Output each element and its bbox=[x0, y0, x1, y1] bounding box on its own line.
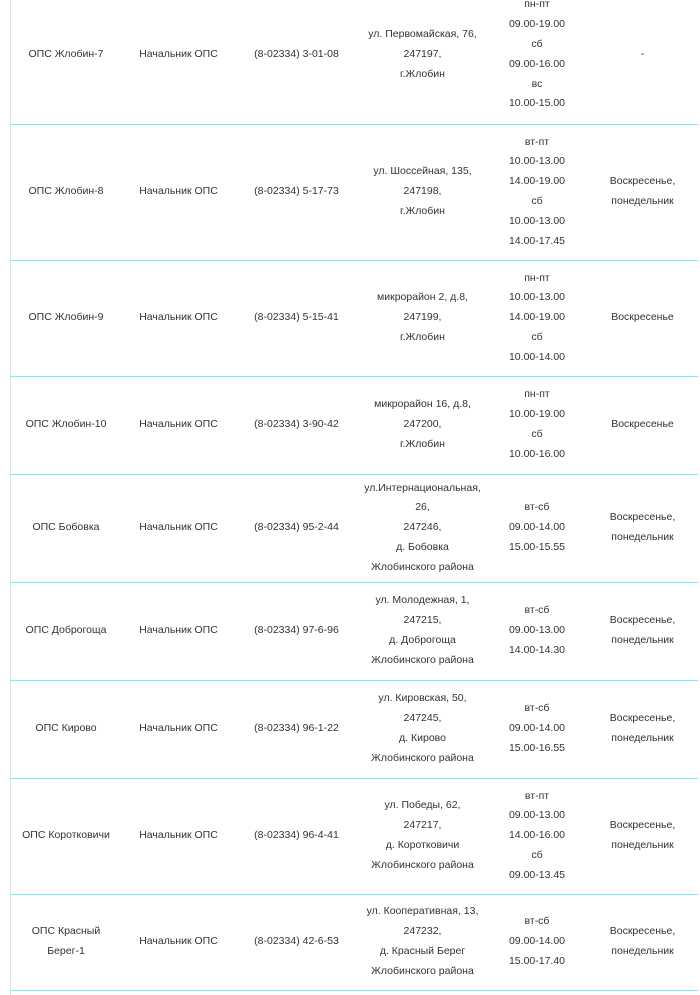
table-row bbox=[10, 474, 698, 582]
office-address-line: ул. Кооперативная, 13, bbox=[366, 905, 479, 918]
office-hours-cell bbox=[487, 474, 587, 582]
office-hours-line: 10.00-13.00 bbox=[508, 291, 566, 304]
office-address-line: 247200, bbox=[403, 418, 442, 431]
office-address-line: Жлобинского района bbox=[371, 964, 474, 977]
office-hours-line: 10.00-15.00 bbox=[508, 97, 566, 110]
office-hours-line: 15.00-17.40 bbox=[508, 954, 566, 967]
office-address-line: г.Жлобин bbox=[400, 204, 445, 217]
office-head: Начальник ОПС bbox=[122, 0, 235, 124]
office-name-cell bbox=[10, 474, 122, 582]
office-days-off-cell bbox=[587, 894, 698, 990]
office-hours-line: 14.00-19.00 bbox=[508, 175, 566, 188]
office-name: ОПС Красный bbox=[31, 925, 101, 938]
office-hours-line: вт-пт bbox=[524, 789, 550, 802]
table-row bbox=[10, 778, 698, 894]
office-hours-line: вт-сб bbox=[524, 915, 550, 928]
office-hours-line: пн-пт bbox=[524, 388, 550, 401]
office-address-line: ул. Шоссейная, 135, bbox=[373, 165, 472, 178]
office-hours-line: вт-сб bbox=[524, 501, 550, 514]
office-days-off-line: Воскресенье, bbox=[609, 175, 676, 188]
office-hours-line: 09.00-16.00 bbox=[508, 57, 566, 70]
office-address-line: 247197, bbox=[403, 47, 442, 60]
office-address-line: 247245, bbox=[403, 712, 442, 725]
office-address-line: д. Коротковичи bbox=[385, 839, 460, 851]
office-name-cell bbox=[10, 260, 122, 376]
office-name-cell bbox=[10, 894, 122, 990]
office-address-cell bbox=[358, 0, 487, 124]
office-days-off-line: понедельник bbox=[611, 634, 674, 646]
office-hours-line: 09.00-13.45 bbox=[508, 868, 566, 881]
office-days-off-line: понедельник bbox=[611, 531, 674, 543]
office-name-cell bbox=[10, 778, 122, 894]
office-address-line: Жлобинского района bbox=[371, 560, 474, 573]
office-name: ОПС Жлобин-8 bbox=[28, 185, 104, 198]
office-name: ОПС Коротковичи bbox=[22, 829, 110, 842]
office-hours-line: 15.00-16.55 bbox=[508, 741, 566, 754]
office-days-off-cell bbox=[587, 0, 698, 124]
office-phone: (8-02334) 96-4-41 bbox=[235, 778, 358, 894]
office-name: ОПС Бобовка bbox=[32, 521, 100, 534]
office-head: Начальник ОПС bbox=[122, 124, 235, 260]
office-days-off-line: Воскресенье, bbox=[609, 819, 676, 832]
office-hours-line: вс bbox=[531, 77, 543, 90]
office-days-off-cell bbox=[587, 680, 698, 778]
office-name: ОПС Кирово bbox=[35, 722, 97, 735]
office-hours-line: 14.00-19.00 bbox=[508, 311, 566, 324]
post-offices-table-body bbox=[10, 0, 698, 990]
office-name-cell bbox=[10, 0, 122, 124]
office-address-line: 247199, bbox=[403, 311, 442, 324]
office-hours-line: 09.00-19.00 bbox=[508, 18, 566, 31]
office-hours-line: сб bbox=[531, 195, 543, 207]
office-address-line: 247198, bbox=[403, 185, 442, 198]
office-address-line: д. Кирово bbox=[399, 732, 446, 744]
office-address-line: 247217, bbox=[403, 819, 442, 832]
office-hours-line: 09.00-14.00 bbox=[508, 521, 566, 534]
office-address-line: г.Жлобин bbox=[400, 330, 445, 343]
office-address-line: микрорайон 16, д.8, bbox=[374, 398, 471, 411]
office-address-line: Жлобинского района bbox=[371, 653, 474, 666]
table-row bbox=[10, 124, 698, 260]
office-head: Начальник ОПС bbox=[122, 894, 235, 990]
office-head: Начальник ОПС bbox=[122, 260, 235, 376]
office-hours-line: 09.00-14.00 bbox=[508, 722, 566, 735]
office-days-off-line: Воскресенье, bbox=[609, 614, 676, 627]
office-hours-line: пн-пт bbox=[524, 271, 550, 284]
office-hours-cell bbox=[487, 0, 587, 124]
office-hours-line: 10.00-13.00 bbox=[508, 155, 566, 168]
table-row bbox=[10, 0, 698, 124]
office-hours-line: сб bbox=[531, 428, 543, 440]
office-head: Начальник ОПС bbox=[122, 778, 235, 894]
office-days-off-line: Воскресенье, bbox=[609, 925, 676, 938]
table-row bbox=[10, 376, 698, 474]
office-address-cell bbox=[358, 376, 487, 474]
office-phone: (8-02334) 5-17-73 bbox=[235, 124, 358, 260]
office-hours-line: сб bbox=[531, 37, 543, 50]
office-hours-line: 10.00-19.00 bbox=[508, 408, 566, 421]
office-name-cell bbox=[10, 124, 122, 260]
office-head: Начальник ОПС bbox=[122, 680, 235, 778]
office-hours-line: 09.00-13.00 bbox=[508, 809, 566, 822]
office-head: Начальник ОПС bbox=[122, 376, 235, 474]
office-phone: (8-02334) 96-1-22 bbox=[235, 680, 358, 778]
office-days-off-line: Воскресенье bbox=[611, 311, 674, 324]
office-address-line: г.Жлобин bbox=[400, 437, 445, 450]
office-phone: (8-02334) 97-6-96 bbox=[235, 582, 358, 680]
office-hours-line: 10.00-13.00 bbox=[508, 214, 566, 227]
office-address-cell bbox=[358, 680, 487, 778]
office-hours-line: сб bbox=[531, 848, 543, 861]
office-address-line: микрорайон 2, д.8, bbox=[377, 291, 468, 304]
office-address-line: Жлобинского района bbox=[371, 751, 474, 764]
office-days-off-line: - bbox=[640, 47, 645, 60]
office-address-line: 247215, bbox=[403, 614, 442, 627]
office-head: Начальник ОПС bbox=[122, 474, 235, 582]
office-name-cell bbox=[10, 376, 122, 474]
office-days-off-line: Воскресенье, bbox=[609, 511, 676, 524]
office-days-off-line: понедельник bbox=[611, 732, 674, 744]
office-address-cell bbox=[358, 894, 487, 990]
office-name: ОПС Жлобин-9 bbox=[28, 311, 104, 324]
office-days-off-cell bbox=[587, 260, 698, 376]
table-row bbox=[10, 260, 698, 376]
office-days-off-cell bbox=[587, 582, 698, 680]
office-address-line: 247232, bbox=[403, 925, 442, 938]
office-name: ОПС Жлобин-7 bbox=[28, 47, 104, 60]
office-name: ОПС Доброгоща bbox=[25, 624, 107, 637]
office-hours-line: сб bbox=[531, 330, 543, 343]
table-row bbox=[10, 582, 698, 680]
office-address-line: г.Жлобин bbox=[400, 67, 445, 80]
office-address-line: ул. Кировская, 50, bbox=[378, 692, 467, 705]
office-address-line: д. Доброгоща bbox=[389, 634, 456, 646]
office-days-off-line: понедельник bbox=[611, 195, 674, 207]
office-head: Начальник ОПС bbox=[122, 582, 235, 680]
office-hours-line: вт-сб bbox=[524, 702, 550, 715]
office-hours-cell bbox=[487, 778, 587, 894]
office-hours-cell bbox=[487, 124, 587, 260]
office-address-cell bbox=[358, 260, 487, 376]
office-phone: (8-02334) 3-01-08 bbox=[235, 0, 358, 124]
office-days-off-cell bbox=[587, 778, 698, 894]
office-hours-line: вт-пт bbox=[524, 135, 550, 148]
office-hours-line: 15.00-15.55 bbox=[508, 540, 566, 553]
office-address-cell bbox=[358, 582, 487, 680]
office-name-cell bbox=[10, 582, 122, 680]
office-phone: (8-02334) 5-15-41 bbox=[235, 260, 358, 376]
office-hours-line: 09.00-14.00 bbox=[508, 935, 566, 948]
office-hours-cell bbox=[487, 894, 587, 990]
office-name: ОПС Жлобин-10 bbox=[25, 418, 107, 431]
office-hours-line: 14.00-17.45 bbox=[508, 234, 566, 247]
office-address-line: д. Бобовка bbox=[396, 540, 449, 553]
office-name: Берег-1 bbox=[47, 945, 85, 957]
table-row bbox=[10, 680, 698, 778]
table-row bbox=[10, 894, 698, 990]
office-address-line: Жлобинского района bbox=[371, 858, 474, 871]
post-offices-table bbox=[10, 0, 698, 991]
office-address-cell bbox=[358, 124, 487, 260]
office-hours-cell bbox=[487, 680, 587, 778]
office-phone: (8-02334) 3-90-42 bbox=[235, 376, 358, 474]
office-hours-line: 14.00-14.30 bbox=[508, 643, 566, 656]
office-days-off-line: понедельник bbox=[611, 945, 674, 957]
office-hours-line: 10.00-16.00 bbox=[508, 447, 566, 460]
office-days-off-line: Воскресенье, bbox=[609, 712, 676, 725]
office-address-line: ул. Победы, 62, bbox=[384, 799, 461, 812]
office-hours-line: 10.00-14.00 bbox=[508, 350, 566, 363]
office-hours-line: 09.00-13.00 bbox=[508, 624, 566, 637]
office-days-off-line: Воскресенье bbox=[611, 418, 674, 431]
office-hours-cell bbox=[487, 376, 587, 474]
office-days-off-line: понедельник bbox=[611, 839, 674, 851]
office-address-cell bbox=[358, 474, 487, 582]
office-hours-line: 14.00-16.00 bbox=[508, 829, 566, 842]
office-hours-line: вт-сб bbox=[524, 604, 550, 617]
office-address-cell bbox=[358, 778, 487, 894]
office-hours-cell bbox=[487, 582, 587, 680]
office-days-off-cell bbox=[587, 474, 698, 582]
office-phone: (8-02334) 95-2-44 bbox=[235, 474, 358, 582]
office-phone: (8-02334) 42-6-53 bbox=[235, 894, 358, 990]
office-address-line: ул. Молодежная, 1, bbox=[375, 594, 470, 607]
office-address-line: д. Красный Берег bbox=[379, 945, 466, 957]
office-hours-line: пн-пт bbox=[524, 0, 550, 11]
office-address-line: 26, bbox=[415, 501, 430, 514]
office-address-line: ул. Первомайская, 76, bbox=[368, 28, 477, 41]
office-hours-cell bbox=[487, 260, 587, 376]
office-address-line: ул.Интернациональная, bbox=[364, 481, 481, 494]
office-days-off-cell bbox=[587, 124, 698, 260]
office-name-cell bbox=[10, 680, 122, 778]
office-address-line: 247246, bbox=[403, 521, 442, 534]
office-days-off-cell bbox=[587, 376, 698, 474]
